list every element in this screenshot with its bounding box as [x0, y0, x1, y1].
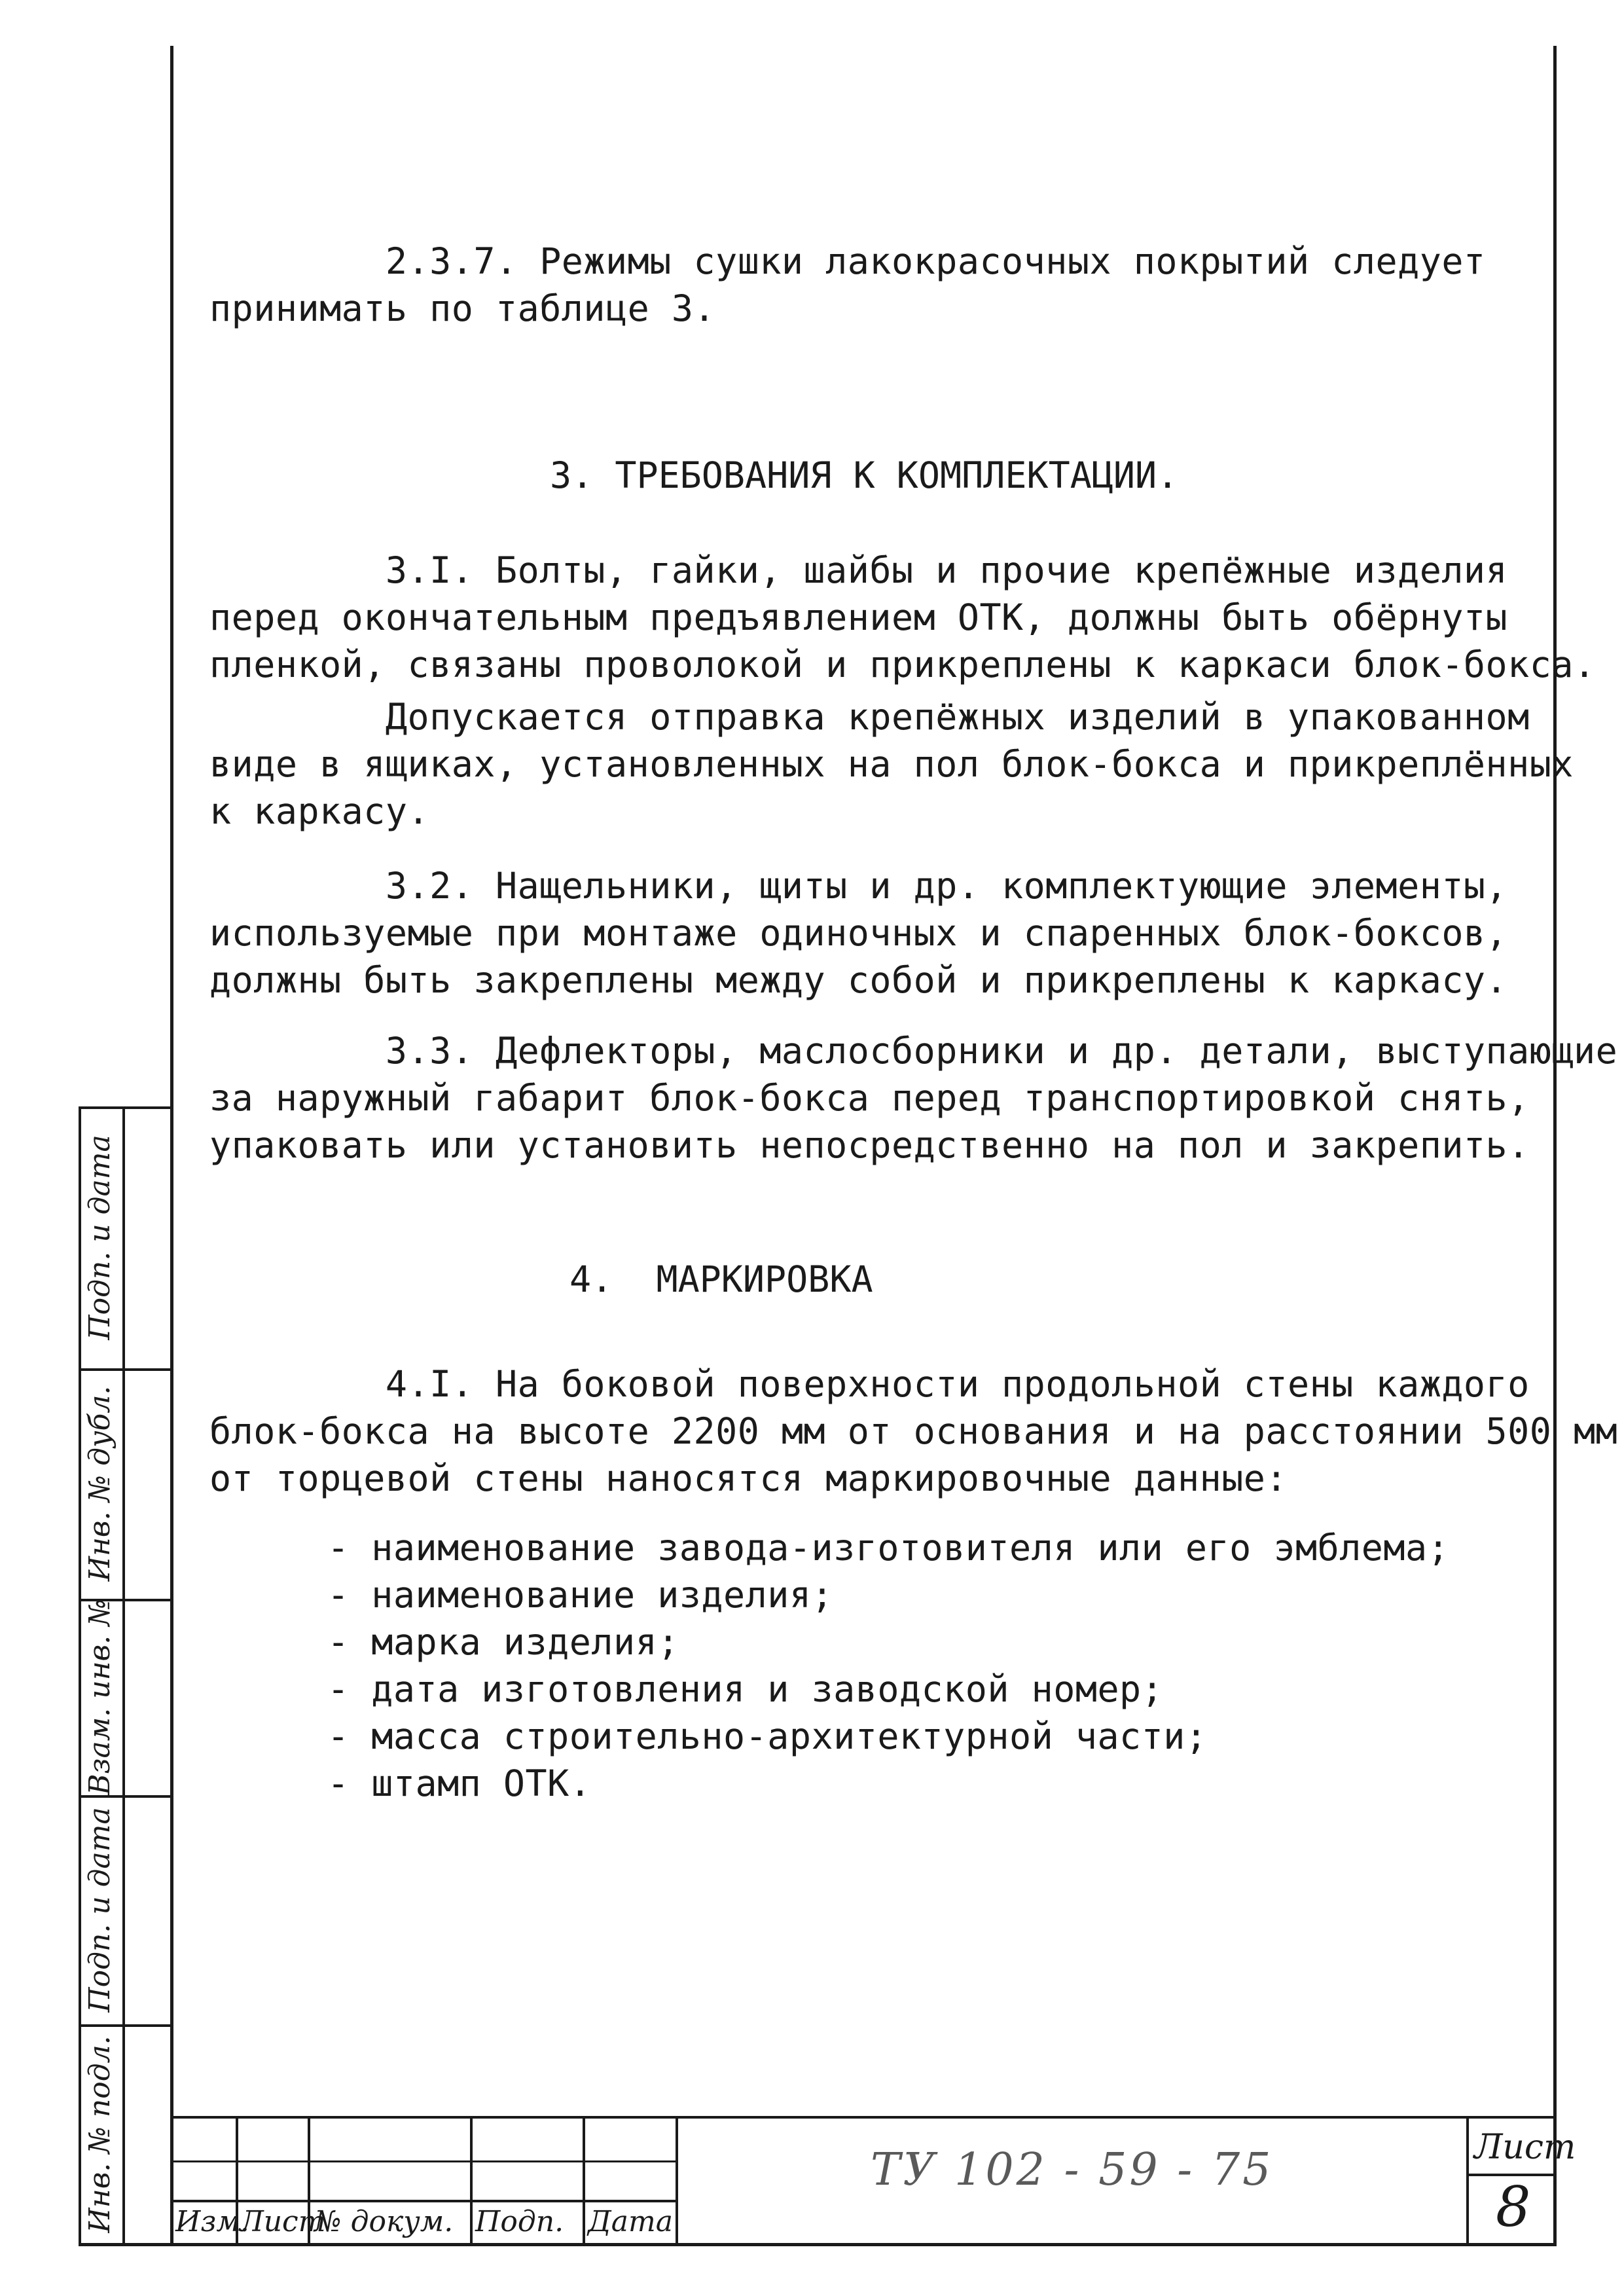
list-item: - масса строительно-архитектурной части;: [327, 1715, 1208, 1757]
paragraph-3-3-line-1: 3.3. Дефлекторы, маслосборники и др. детали, выступающие: [209, 1030, 1618, 1072]
paragraph-3-2-line-2: используемые при монтаже одиночных и спаренных блок-боксов,: [209, 912, 1508, 954]
sheet-label: Лист: [1474, 2128, 1576, 2167]
paragraph-3-1-line-1: 3.I. Болты, гайки, шайбы и прочие крепёжные изделия: [209, 549, 1508, 591]
paragraph-4-1-line-3: от торцевой стены наносятся маркировочные данные:: [209, 1457, 1288, 1499]
title-block-row-line: [170, 2200, 677, 2202]
side-label-inv-no-dubl: Инв. № дубл.: [83, 1385, 117, 1582]
document-code: ТУ 102 - 59 - 75: [871, 2144, 1274, 2196]
list-item: - наименование изделия;: [327, 1574, 834, 1616]
title-block-col-line: [470, 2116, 473, 2244]
frame-left-border: [170, 46, 173, 2246]
side-stamp-divider-line: [122, 1106, 125, 2244]
title-block-row-line: [170, 2160, 677, 2162]
paragraph-3-1b-line-3: к каркасу.: [209, 790, 430, 832]
side-label-vzam-inv-no: Взам. инв. №: [83, 1599, 117, 1795]
paragraph-3-2-line-1: 3.2. Нащельники, щиты и др. комплектующие элементы,: [209, 865, 1508, 907]
column-label-podp: Подп.: [475, 2205, 564, 2238]
paragraph-4-1-line-2: блок-бокса на высоте 2200 мм от основания и на расстоянии 500 мм: [209, 1410, 1618, 1452]
column-label-data: Дата: [588, 2205, 673, 2238]
paragraph-2-3-7-line-1: 2.3.7. Режимы сушки лакокрасочных покрытий следует: [209, 240, 1486, 282]
paragraph-2-3-7-line-2: принимать по таблице 3.: [209, 287, 716, 329]
paragraph-3-1-line-2: перед окончательным предъявлением ОТК, должны быть обёрнуты: [209, 596, 1508, 638]
list-item: - марка изделия;: [327, 1621, 679, 1663]
list-item: - наименование завода-изготовителя или его эмблема;: [327, 1527, 1450, 1569]
column-label-izm: Изм.: [175, 2205, 249, 2238]
side-label-podp-i-data-2: Подп. и дата: [83, 1135, 117, 1340]
paragraph-3-3-line-2: за наружный габарит блок-бокса перед транспортировкой снять,: [209, 1077, 1530, 1119]
title-block-col-line: [676, 2116, 678, 2244]
section-3-title: 3. ТРЕБОВАНИЯ К КОМПЛЕКТАЦИИ.: [550, 454, 1179, 496]
side-label-podp-i-data-1: Подп. и дата: [83, 1807, 117, 2013]
list-item: - штамп ОТК.: [327, 1762, 592, 1804]
side-stamp-left-line: [79, 1106, 81, 2244]
paragraph-3-2-line-3: должны быть закреплены между собой и прикреплены к каркасу.: [209, 959, 1508, 1001]
title-block-col-line: [583, 2116, 585, 2244]
frame-right-border: [1553, 46, 1557, 2246]
paragraph-3-3-line-3: упаковать или установить непосредственно на пол и закрепить.: [209, 1124, 1530, 1166]
column-label-doc-no: № докум.: [314, 2205, 454, 2238]
paragraph-4-1-line-1: 4.I. На боковой поверхности продольной стены каждого: [209, 1363, 1530, 1405]
paragraph-3-1b-line-1: Допускается отправка крепёжных изделий в упакованном: [209, 696, 1530, 738]
title-block-sheet-col-line: [1466, 2116, 1469, 2244]
paragraph-3-1-line-3: пленкой, связаны проволокой и прикреплены к каркаси блок-бокса.: [209, 644, 1596, 685]
side-label-inv-no-podl: Инв. № подл.: [83, 2035, 117, 2233]
section-4-title: 4. МАРКИРОВКА: [569, 1258, 873, 1300]
list-item: - дата изготовления и заводской номер;: [327, 1668, 1164, 1710]
title-block-top-line: [170, 2116, 1557, 2119]
sheet-number: 8: [1496, 2175, 1531, 2239]
paragraph-3-1b-line-2: виде в ящиках, установленных на пол блок-бокса и прикреплённых: [209, 743, 1574, 785]
frame-bottom-border: [79, 2243, 1557, 2246]
column-label-list: Лист: [240, 2205, 326, 2238]
